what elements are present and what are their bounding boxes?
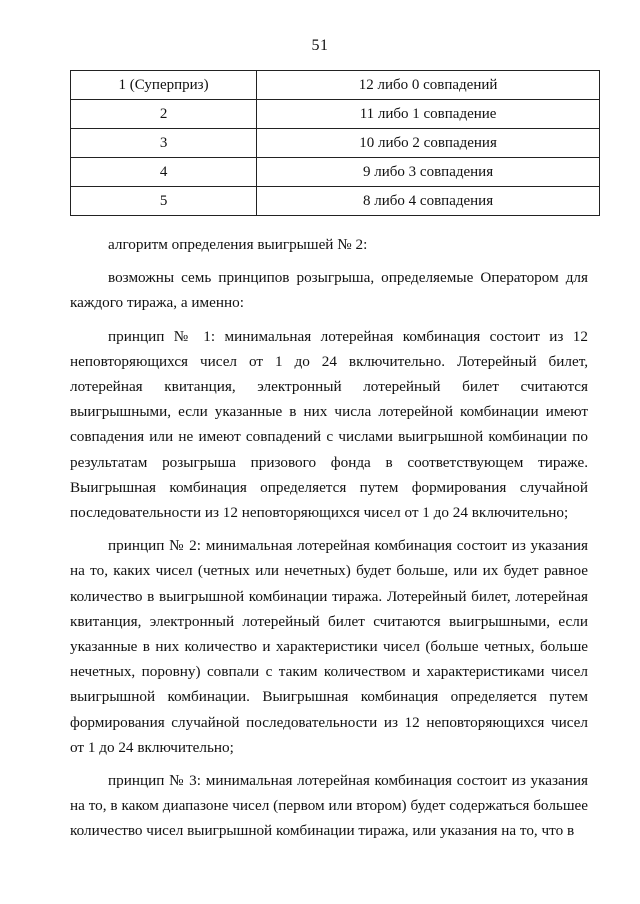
table-cell-matches: 10 либо 2 совпадения — [257, 129, 600, 158]
table-row — [71, 187, 600, 216]
body-text — [70, 232, 588, 844]
table-cell-matches: 12 либо 0 совпадений — [257, 71, 600, 100]
table-row — [71, 71, 600, 100]
paragraph-principle-2: принцип № 2: минимальная лотерейная комбинация состоит из указания на то, каких чисел (четных или нечетных) будет больше, или их будет равное количество в выигрышной комбинации тиража. Лотерейный билет, лотерейная квитанция, электронный лотерейный билет считаются выигрышными, если указанные в них количество и характеристики чисел (больше четных, больше нечетных, поровну) совпали с таким количеством и характеристиками чисел выигрышной комбинации. Выигрышная комбинация определяется путем формирования случайной последовательности из 12 неповторяющихся чисел от 1 до 24 включительно; — [70, 537, 588, 756]
table-row — [71, 129, 600, 158]
paragraph-principle-1: принцип № 1: минимальная лотерейная комбинация состоит из 12 неповторяющихся чисел от 1 до 24 включительно. Лотерейный билет, лотерейная квитанция, электронный лотерейный билет считаются выигрышными, если указанные в них числа лотерейной комбинации имеют совпадения или не имеют совпадений с числами выигрышной комбинации по результатам розыгрыша призового фонда в соответствующем тираже. Выигрышная комбинация определяется путем формирования случайной последовательности из 12 неповторяющихся чисел от 1 до 24 включительно; — [70, 327, 588, 522]
page-number: 51 — [311, 37, 329, 54]
table-cell-matches: 11 либо 1 совпадение — [257, 100, 600, 129]
table-cell-category: 2 — [71, 100, 257, 129]
prize-categories-table — [70, 70, 600, 216]
table-cell-matches: 9 либо 3 совпадения — [257, 158, 600, 187]
table-row — [71, 100, 600, 129]
table-cell-category: 3 — [71, 129, 257, 158]
paragraph-principle-3: принцип № 3: минимальная лотерейная комбинация состоит из указания на то, в каком диапазоне чисел (первом или втором) будет содержаться большее количество чисел выигрышной комбинации тиража, или указания на то, что в — [70, 772, 588, 840]
table-row — [71, 158, 600, 187]
paragraph-principles-intro: возможны семь принципов розыгрыша, определяемые Оператором для каждого тиража, а именно: — [70, 269, 588, 312]
table-cell-category: 4 — [71, 158, 257, 187]
paragraph-algorithm-heading: алгоритм определения выигрышей № 2: — [108, 236, 368, 253]
table-cell-category: 5 — [71, 187, 257, 216]
table-cell-matches: 8 либо 4 совпадения — [257, 187, 600, 216]
table-cell-category: 1 (Суперприз) — [71, 71, 257, 100]
